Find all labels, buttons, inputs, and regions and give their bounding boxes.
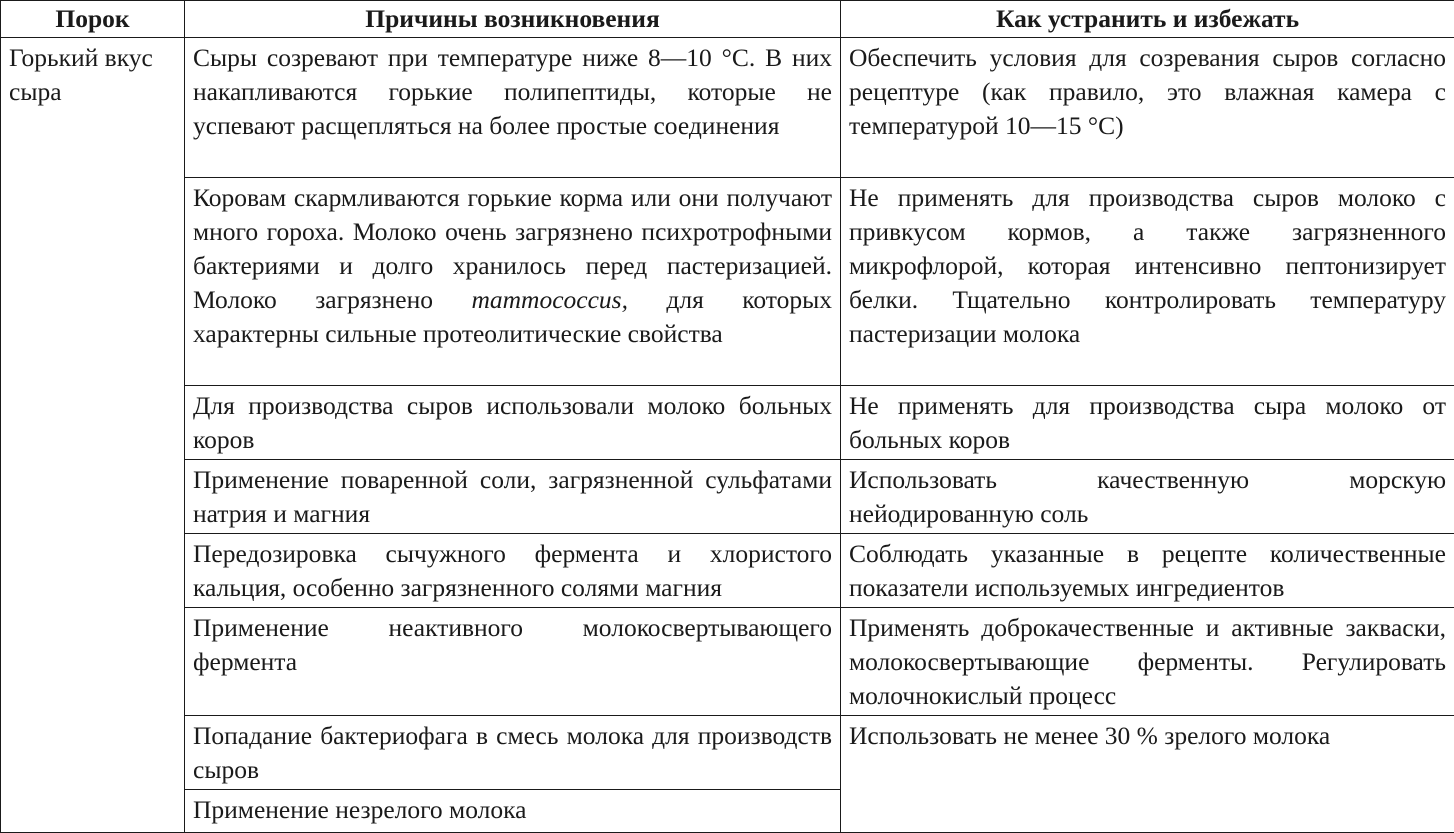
header-causes: Причины возникновения xyxy=(185,1,841,38)
cause-text: для которых характерны сильные протеолитические свойства xyxy=(193,285,832,348)
table-row xyxy=(1,716,1454,790)
cause-cell xyxy=(185,178,841,386)
remedy-cell: Обеспечить условия для созревания сыров согласно рецептуре (как правило, это влажная камера с температурой 10—15 °С) xyxy=(841,38,1454,178)
remedy-cell: Применять доброкачественные и активные закваски, молокосвертывающие ферменты. Регулировать молочнокислый процесс xyxy=(841,608,1454,716)
remedy-cell: Использовать качественную морскую нейодированную соль xyxy=(841,460,1454,534)
bacteria-name: mammococcus, xyxy=(471,285,628,314)
cause-cell: Применение неактивного молокосвертывающего фермента xyxy=(185,608,841,716)
cause-cell: Применение поваренной соли, загрязненной сульфатами натрия и магния xyxy=(185,460,841,534)
remedy-cell: Не применять для производства сыра молоко от больных коров xyxy=(841,386,1454,460)
cause-cell: Применение незрелого молока xyxy=(185,790,841,833)
header-row xyxy=(1,1,1454,38)
table-row xyxy=(1,534,1454,608)
header-defect: Порок xyxy=(1,1,185,38)
defect-name: Горький вкус сыра xyxy=(1,38,185,833)
table-row xyxy=(1,178,1454,386)
cause-cell: Сыры созревают при температуре ниже 8—10 °С. В них накапливаются горькие полипептиды, которые не успевают расщепляться на более простые соединения xyxy=(185,38,841,178)
cause-text: Коровам скармливаются горькие корма или они получают много гороха. Молоко очень загрязнено психротрофными бактериями и долго хранилось перед пастеризацией. Молоко загрязнено xyxy=(193,183,832,314)
cause-cell: Попадание бактериофага в смесь молока для производств сыров xyxy=(185,716,841,790)
table-row xyxy=(1,38,1454,178)
remedy-cell: Соблюдать указанные в рецепте количественные показатели используемых ингредиентов xyxy=(841,534,1454,608)
remedy-cell: Не применять для производства сыров молоко с привкусом кормов, а также загрязненного микрофлорой, которая интенсивно пептонизирует белки. Тщательно контролировать температуру пастеризации молока xyxy=(841,178,1454,386)
cause-cell: Для производства сыров использовали молоко больных коров xyxy=(185,386,841,460)
table-row xyxy=(1,460,1454,534)
table-row xyxy=(1,608,1454,716)
cause-cell: Передозировка сычужного фермента и хлористого кальция, особенно загрязненного солями магния xyxy=(185,534,841,608)
table-row xyxy=(1,386,1454,460)
remedy-cell: Использовать не менее 30 % зрелого молока xyxy=(841,716,1454,833)
header-remedies: Как устранить и избежать xyxy=(841,1,1454,38)
